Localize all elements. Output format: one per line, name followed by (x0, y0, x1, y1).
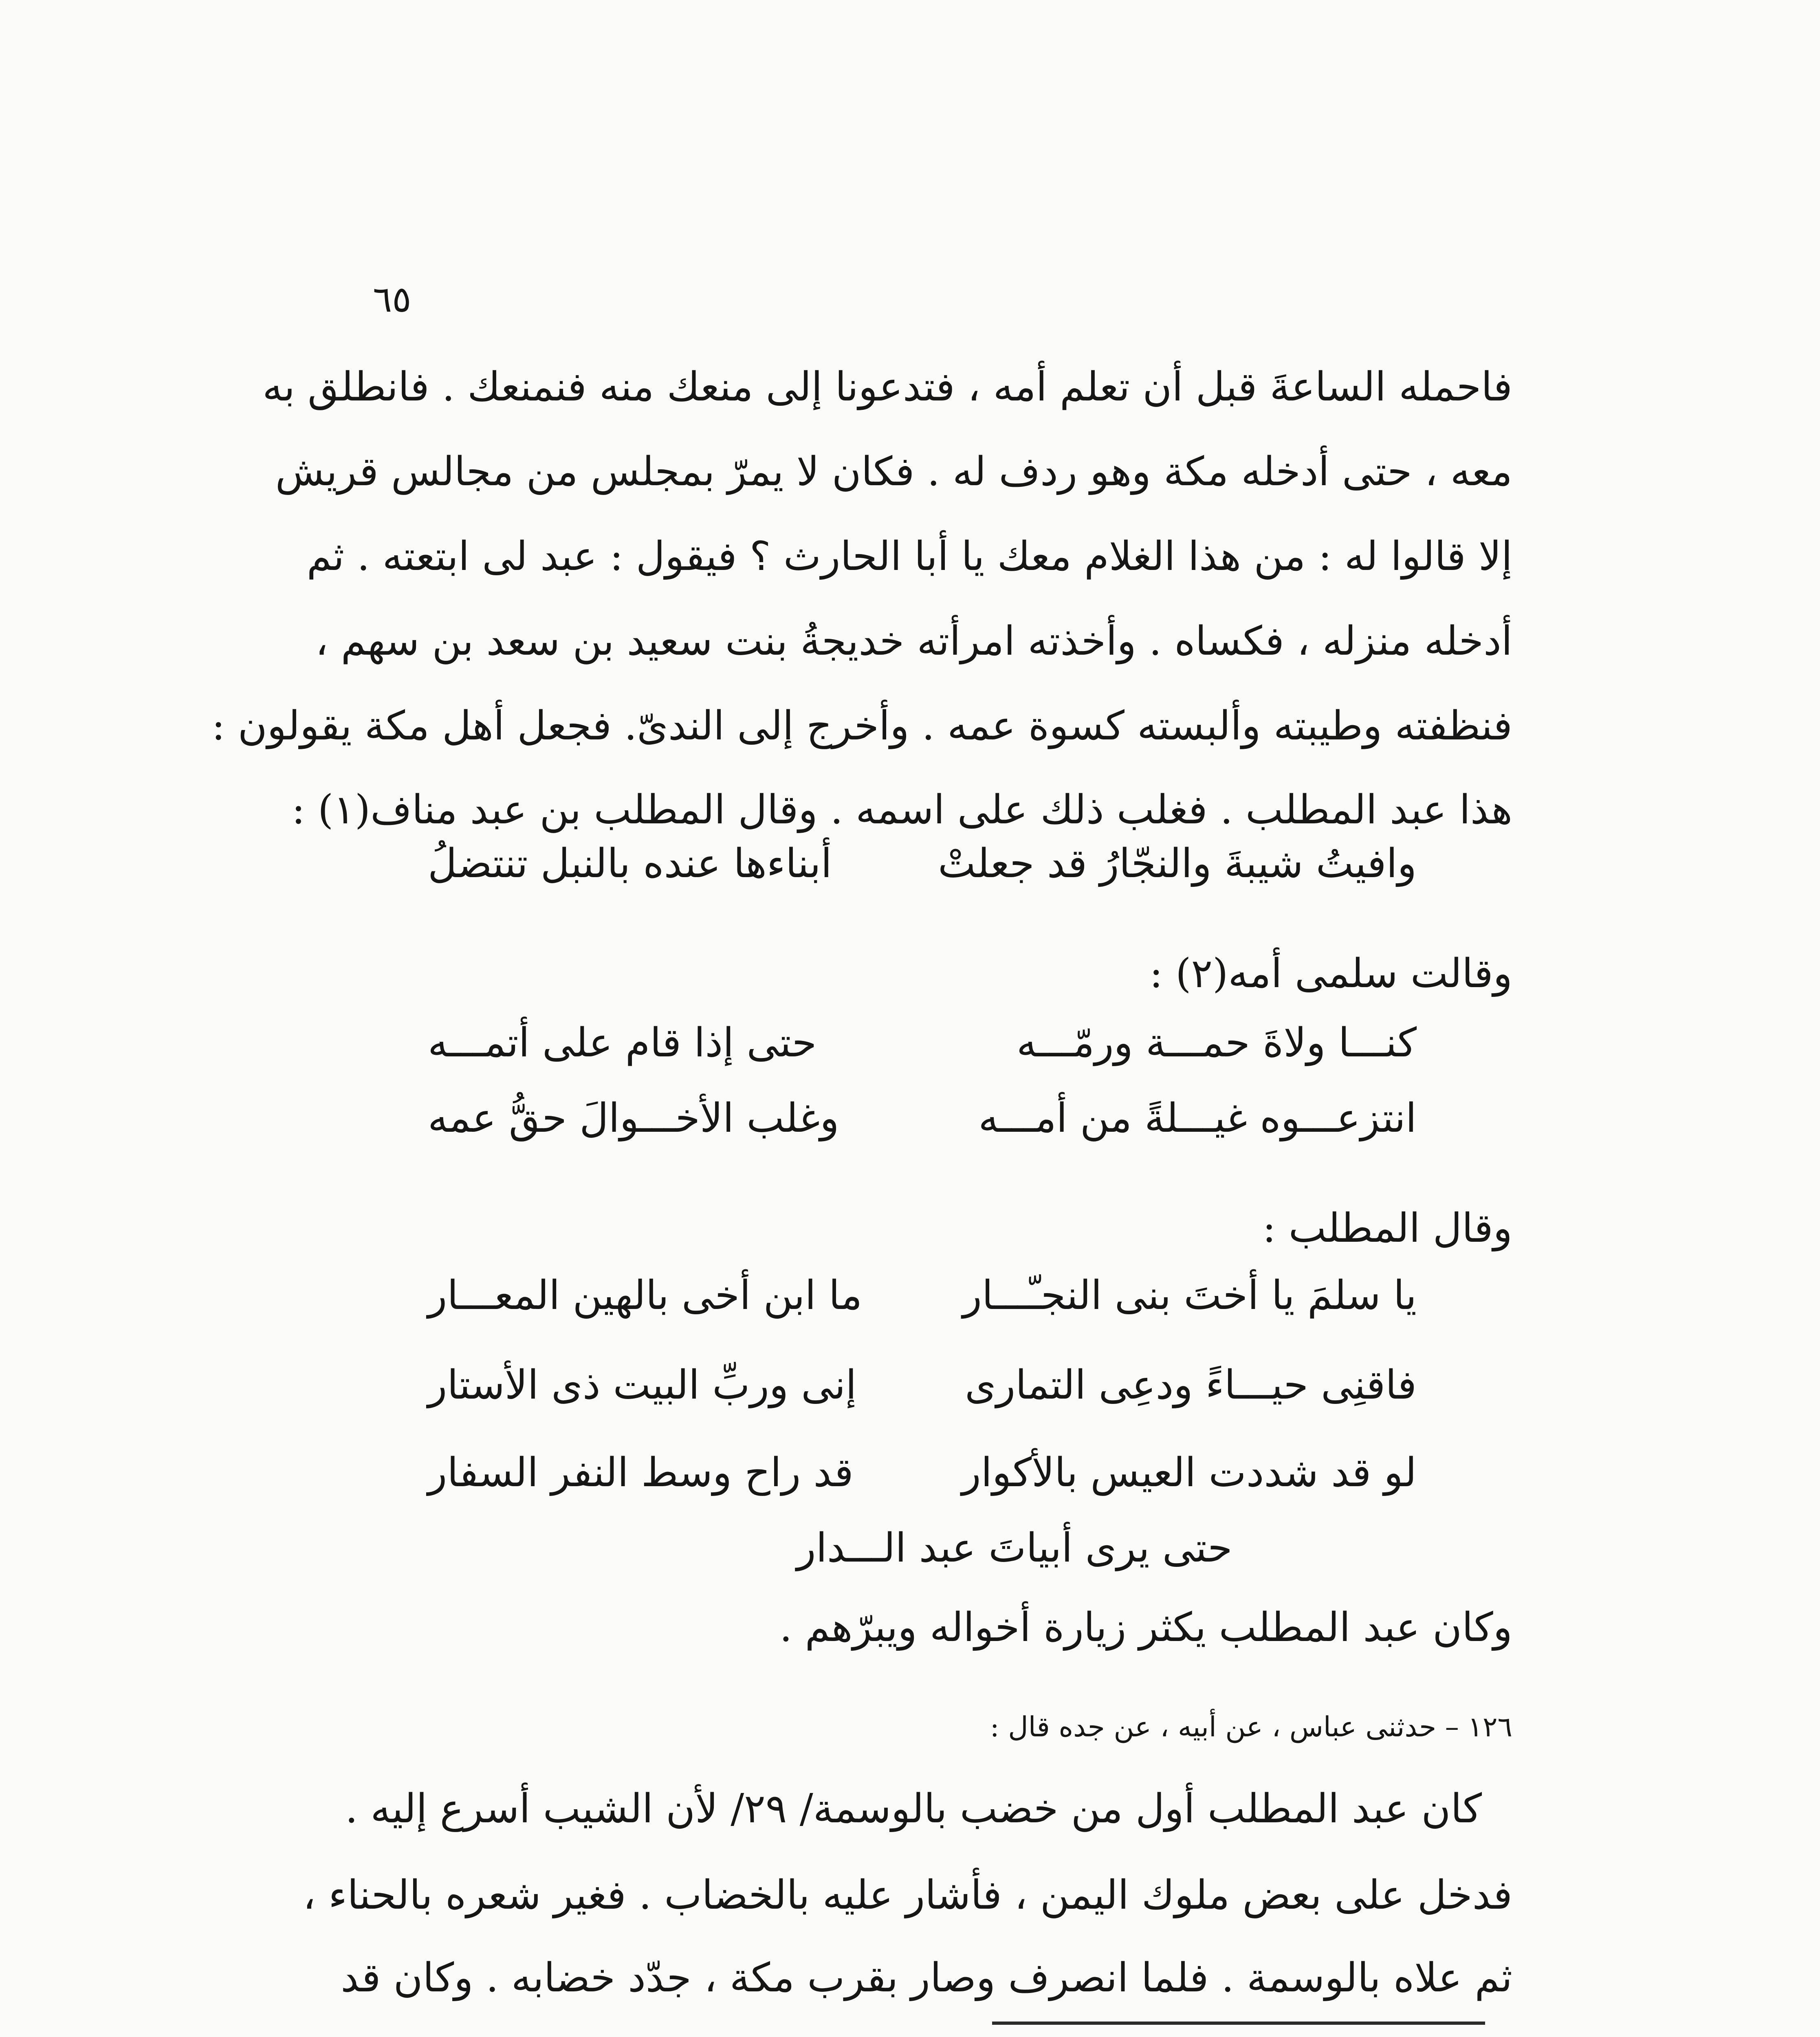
salma-verse-2-left: وغلب الأخـــوالَ حقُّ عمه (428, 1095, 839, 1142)
paragraph-1-line-5: فنظفته وطيبته وألبسته كسوة عمه . وأخرج إلى الندىّ. فجعل أهل مكة يقولون : (211, 703, 1512, 749)
footnote-divider (992, 2022, 1485, 2025)
muttalib-verse-1-left: ما ابن أخى بالهين المعـــار (428, 1272, 863, 1319)
salma-verse-1-left: حتى إذا قام على أتمـــه (428, 1020, 817, 1066)
hadith-header: ١٢٦ – حدثنى عباس ، عن أبيه ، عن جده قال : (990, 1711, 1512, 1743)
verse-center-line: حتى يرى أبياتَ عبد الـــدار (797, 1525, 1232, 1571)
page-number: ٦٥ (373, 278, 412, 320)
paragraph-2-line-2: فدخل على بعض ملوك اليمن ، فأشار عليه بالخضاب . فغير شعره بالحناء ، (303, 1872, 1512, 1918)
paragraph-2-line-1: كان عبد المطلب أول من خضب بالوسمة/ ٢٩/ لأن الشيب أسرع إليه . (345, 1786, 1482, 1832)
paragraph-1-line-4: أدخله منزله ، فكساه . وأخذته امرأته خديجةُ بنت سعيد بن سعد بن سهم ، (315, 618, 1512, 664)
closing-line: وكان عبد المطلب يكثر زيارة أخواله ويبرّهم . (779, 1604, 1512, 1651)
muttalib-verse-3-left: قد راح وسط النفر السفار (428, 1450, 854, 1496)
muttalib-verse-1-right: يا سلمَ يا أختَ بنى النجـّـــار (962, 1272, 1417, 1319)
paragraph-1-line-2: معه ، حتى أدخله مكة وهو ردف له . فكان لا يمرّ بمجلس من مجالس قريش (275, 449, 1512, 495)
paragraph-1-line-3: إلا قالوا له : من هذا الغلام معك يا أبا الحارث ؟ فيقول : عبد لى ابتعته . ثم (306, 533, 1512, 580)
verse-1-left-hemistich: أبناءها عنده بالنبل تنتضلُ (428, 840, 832, 887)
paragraph-1-line-6: هذا عبد المطلب . فغلب ذلك على اسمه . وقال المطلب بن عبد مناف(١) : (291, 787, 1512, 833)
muttalib-verse-2-right: فاقنِى حيـــاءً ودعِى التمارى (965, 1362, 1417, 1408)
paragraph-1-line-1: فاحمله الساعةَ قبل أن تعلم أمه ، فتدعونا إلى منعك منه فنمنعك . فانطلق به (262, 364, 1512, 410)
muttalib-verse-3-right: لو قد شددت العيس بالأكوار (962, 1450, 1417, 1496)
verse-1-right-hemistich: وافيتُ شيبةَ والنجّارُ قد جعلتْ (938, 840, 1417, 887)
salma-verse-1-right: كنـــا ولاةَ حمـــة ورمّـــه (1017, 1020, 1417, 1066)
intro-muttalib: وقال المطلب : (1262, 1205, 1512, 1252)
muttalib-verse-2-left: إنى وربِّ البيت ذى الأستار (428, 1362, 857, 1408)
salma-verse-2-right: انتزعـــوه غيـــلةً من أمـــه (978, 1095, 1417, 1142)
paragraph-2-line-3: ثم علاه بالوسمة . فلما انصرف وصار بقرب مكة ، جدّد خضابه . وكان قد (341, 1955, 1512, 2001)
intro-salma: وقالت سلمى أمه(٢) : (1149, 950, 1512, 997)
